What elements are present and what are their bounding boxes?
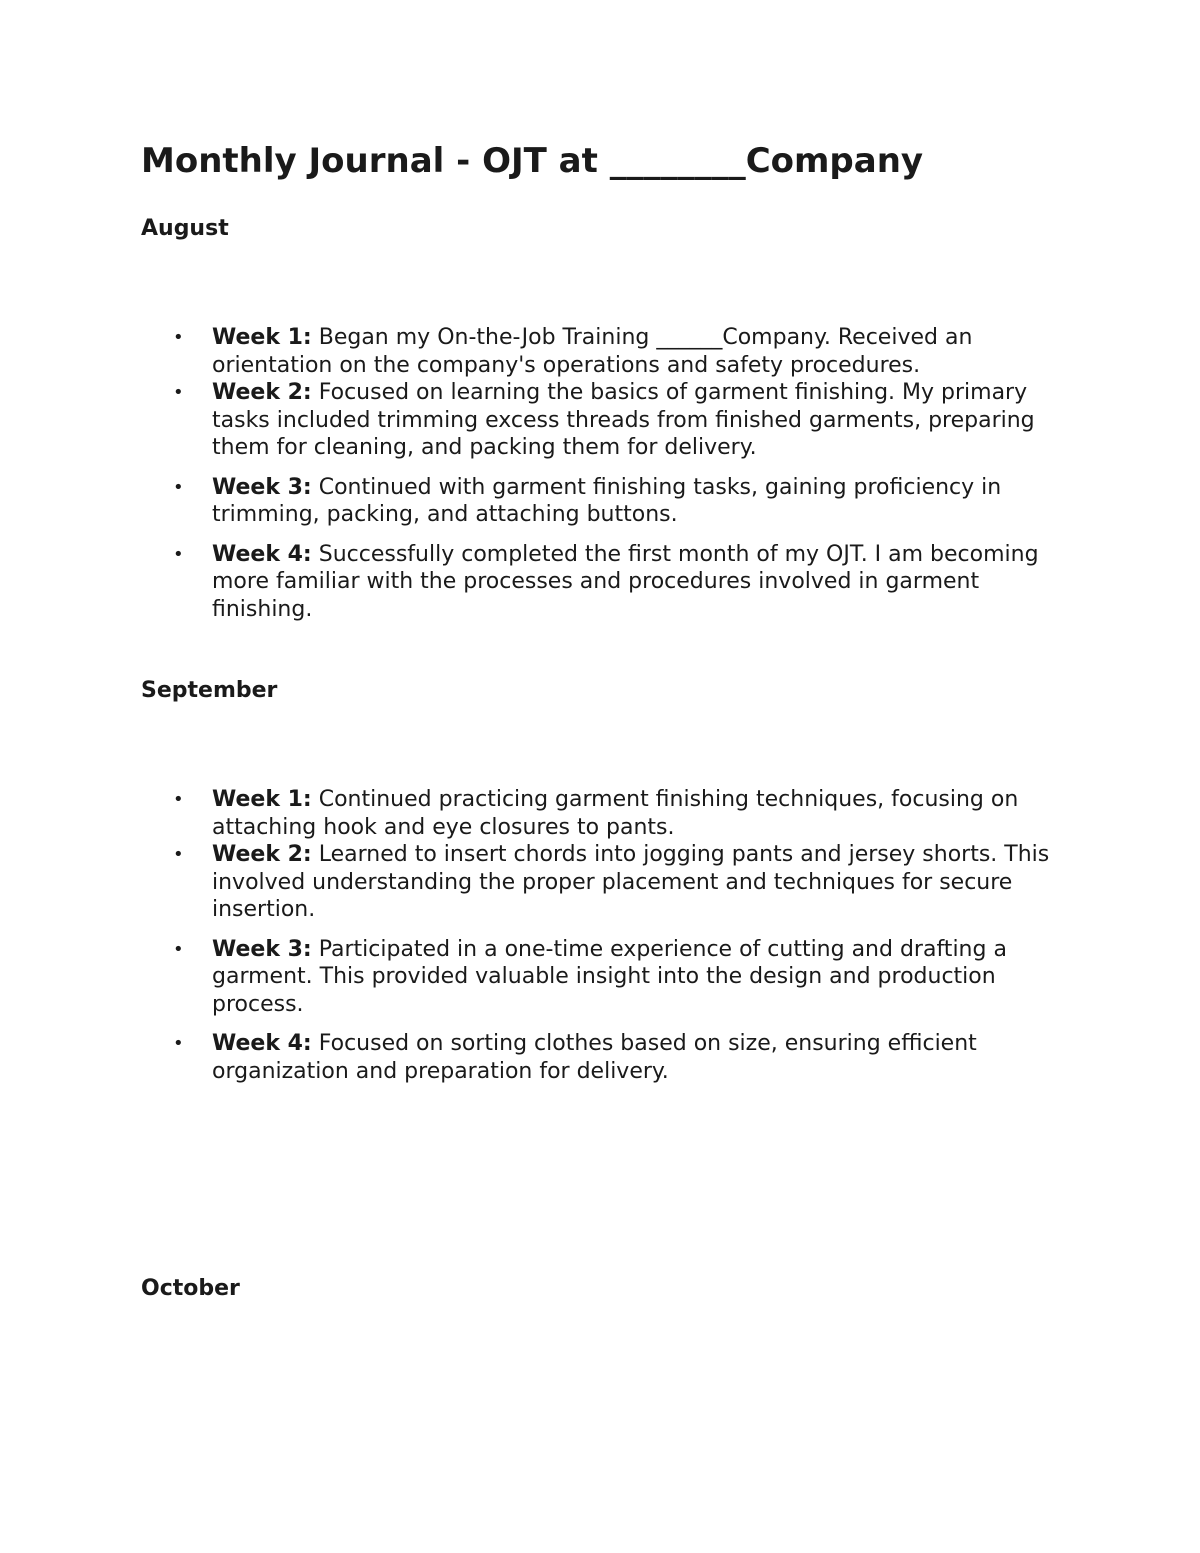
bullet-icon: •: [173, 789, 184, 810]
list-item: [0, 379, 1200, 462]
list-item: [0, 786, 1200, 841]
month-heading-september: September: [141, 678, 278, 703]
list-item: [0, 936, 1200, 1019]
week-label: Week 3:: [212, 474, 312, 500]
week-text: Continued practicing garment finishing techniques, focusing on attaching hook and eye closures to pants.: [212, 787, 1019, 840]
week-label: Week 2:: [212, 380, 312, 405]
month-heading-august: August: [141, 216, 229, 241]
week-label: Week 3:: [212, 936, 312, 962]
list-item: [0, 474, 1200, 529]
week-text: Learned to insert chords into jogging pants and jersey shorts. This involved understanding the proper placement and techniques for secure insertion.: [212, 842, 1050, 922]
bullet-icon: •: [173, 476, 184, 498]
bullet-icon: •: [173, 543, 184, 565]
month-heading-october: October: [141, 1276, 240, 1301]
week-text: Continued with garment finishing tasks, gaining proficiency in trimming, packing, and attaching buttons.: [212, 474, 1002, 527]
week-text: Successfully completed the first month of my OJT. I am becoming more familiar with the processes and procedures involved in garment finishing.: [212, 541, 1039, 622]
bullet-icon: •: [173, 1033, 184, 1054]
bullet-icon: •: [173, 327, 184, 348]
week-label: Week 1:: [212, 787, 312, 812]
list-item: [0, 324, 1200, 379]
august-week-list: [0, 324, 1200, 623]
week-text: Participated in a one-time experience of cutting and drafting a garment. This provided valuable insight into the design and production process.: [212, 936, 1007, 1017]
bullet-icon: •: [173, 382, 184, 403]
week-text: Focused on learning the basics of garment finishing. My primary tasks included trimming excess threads from finished garments, preparing them for cleaning, and packing them for delivery.: [212, 380, 1035, 460]
bullet-icon: •: [173, 844, 184, 865]
week-label: Week 4:: [212, 541, 312, 567]
september-week-list: [0, 786, 1200, 1085]
bullet-icon: •: [173, 938, 184, 960]
week-text: Focused on sorting clothes based on size, ensuring efficient organization and preparation for delivery.: [212, 1031, 977, 1084]
week-label: Week 4:: [212, 1031, 312, 1056]
week-label: Week 2:: [212, 842, 312, 867]
list-item: [0, 841, 1200, 924]
list-item: [0, 541, 1200, 624]
list-item: [0, 1030, 1200, 1085]
page-title: Monthly Journal - OJT at ________Company: [141, 141, 924, 181]
week-label: Week 1:: [212, 325, 312, 350]
week-text: Began my On-the-Job Training ______Company. Received an orientation on the company's operations and safety procedures.: [212, 325, 973, 378]
